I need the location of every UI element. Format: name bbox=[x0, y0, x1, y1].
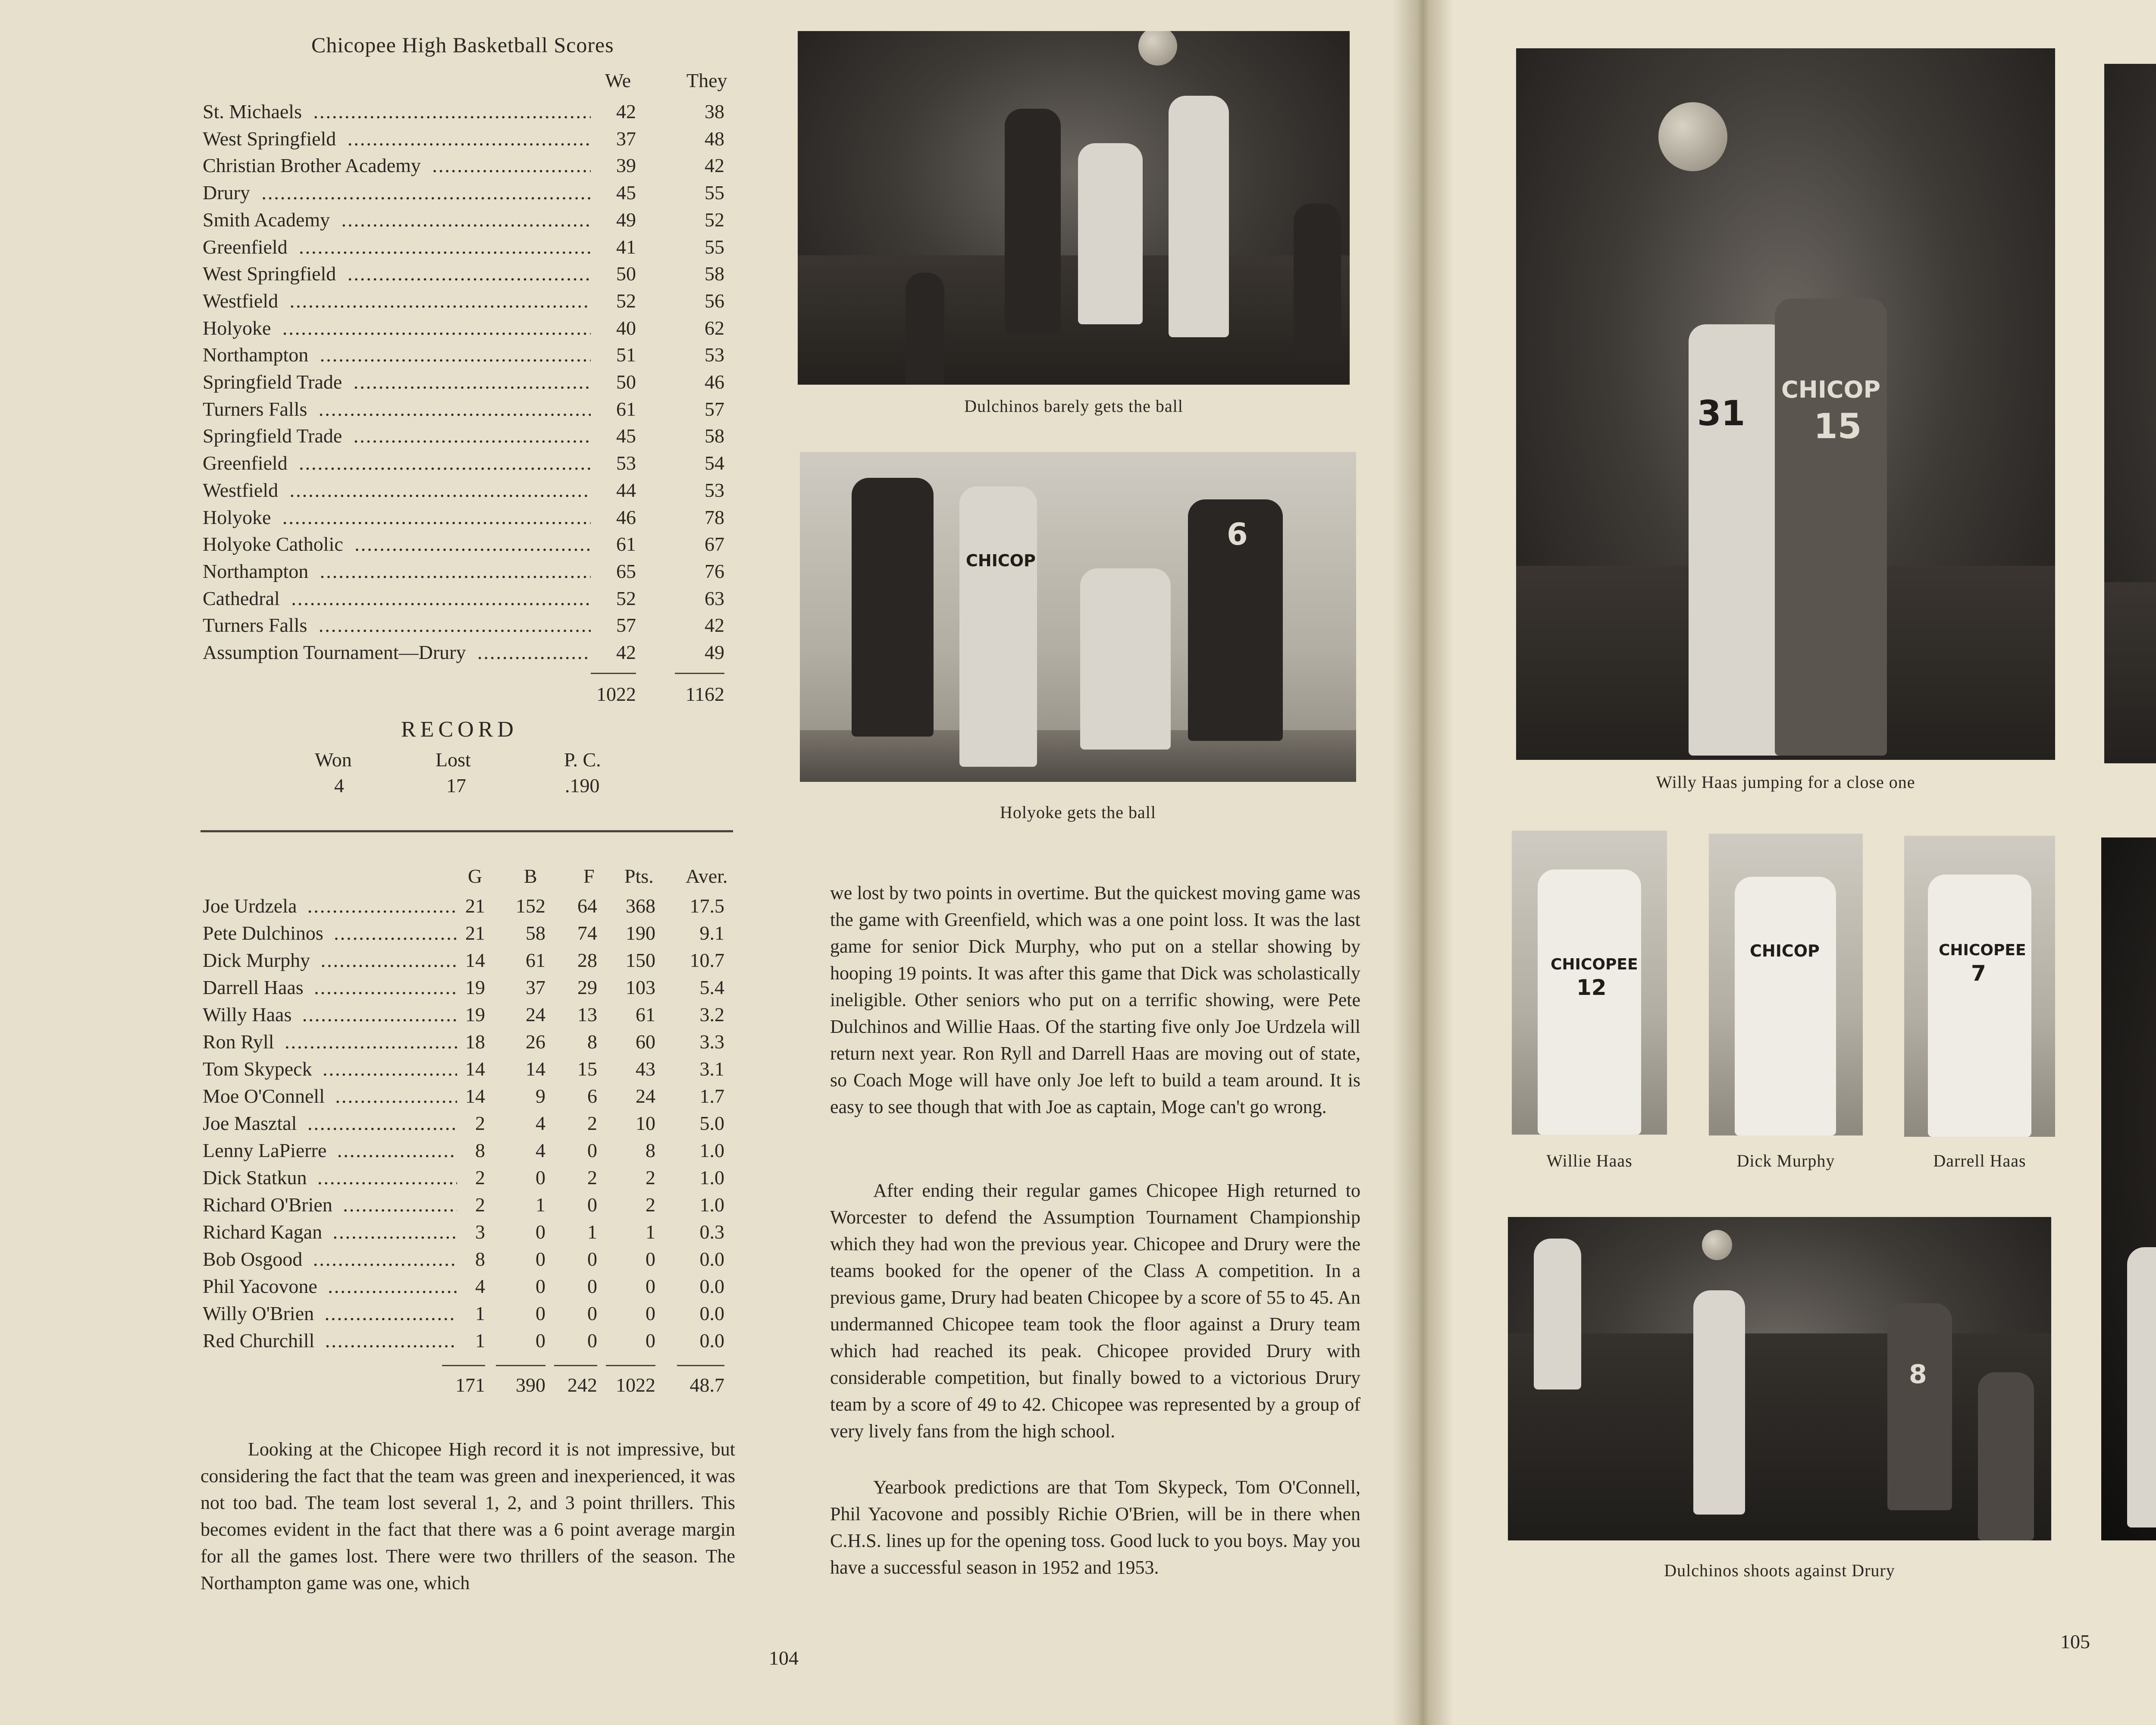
jersey-number-31: 31 bbox=[1697, 393, 1745, 433]
stat-f: 29 bbox=[577, 976, 597, 998]
score-we: 53 bbox=[616, 452, 636, 474]
stat-total-f: 242 bbox=[567, 1374, 597, 1396]
stat-f: 0 bbox=[587, 1330, 597, 1352]
photo-urdzela-rebound bbox=[2104, 64, 2156, 763]
portrait-dick-murphy bbox=[1709, 834, 1863, 1135]
player-name: Darrell Haas ..... bbox=[203, 974, 457, 1001]
player-figure bbox=[959, 486, 1037, 767]
stat-aver: 3.3 bbox=[699, 1031, 724, 1053]
score-we: 44 bbox=[616, 479, 636, 501]
caption-willie-haas: Willie Haas bbox=[1546, 1151, 1633, 1170]
stat-rule-f bbox=[554, 1365, 597, 1366]
score-we: 45 bbox=[616, 182, 636, 204]
player-name: Bob Osgood ..... bbox=[203, 1246, 457, 1273]
score-they: 46 bbox=[705, 371, 724, 393]
score-we: 37 bbox=[616, 127, 636, 150]
stat-rule-pts bbox=[606, 1365, 655, 1366]
stat-f: 8 bbox=[587, 1031, 597, 1053]
photo-ball-bounces-off-rim bbox=[2101, 837, 2156, 1540]
player-figure bbox=[1005, 109, 1061, 333]
opponent-name: West Springfield ..... bbox=[203, 260, 591, 287]
stat-aver: 0.0 bbox=[699, 1330, 724, 1352]
stat-f: 2 bbox=[587, 1112, 597, 1134]
portrait-darrell-haas bbox=[1904, 836, 2055, 1137]
stat-pts: 2 bbox=[646, 1167, 655, 1189]
stat-g: 21 bbox=[465, 895, 485, 917]
score-they: 63 bbox=[705, 587, 724, 609]
stat-b: 0 bbox=[536, 1167, 545, 1189]
stat-aver: 1.7 bbox=[699, 1085, 724, 1107]
stat-rule-b bbox=[496, 1365, 545, 1366]
player-figure bbox=[1928, 875, 2031, 1137]
court-floor bbox=[798, 255, 1350, 385]
jersey-chicop: CHICOP bbox=[966, 551, 1036, 570]
player-name: Willy O'Brien ..... bbox=[203, 1300, 457, 1327]
stat-rule-g bbox=[442, 1365, 485, 1366]
record-lost: 17 bbox=[446, 775, 466, 797]
totals-rule-they bbox=[675, 673, 724, 674]
stat-f: 2 bbox=[587, 1167, 597, 1189]
score-they: 67 bbox=[705, 533, 724, 555]
score-we: 42 bbox=[616, 100, 636, 122]
score-we: 45 bbox=[616, 425, 636, 447]
score-they: 49 bbox=[705, 641, 724, 663]
stat-aver: 9.1 bbox=[699, 922, 724, 944]
stat-header-b: B bbox=[524, 865, 537, 887]
stat-b: 0 bbox=[536, 1275, 545, 1297]
opponent-name: Christian Brother Academy ..... bbox=[203, 152, 591, 179]
photo-holyoke-gets-ball bbox=[800, 452, 1356, 782]
stat-header-pts: Pts. bbox=[624, 865, 654, 887]
stat-g: 1 bbox=[475, 1330, 485, 1352]
record-title: RECORD bbox=[401, 717, 518, 742]
stat-aver: 1.0 bbox=[699, 1167, 724, 1189]
score-they: 78 bbox=[705, 506, 724, 528]
jersey-number-7: 7 bbox=[1971, 961, 1986, 986]
basketball bbox=[1658, 102, 1727, 171]
score-they: 42 bbox=[705, 614, 724, 637]
stat-g: 4 bbox=[475, 1275, 485, 1297]
stat-b: 14 bbox=[526, 1058, 545, 1080]
caption-photo-2: Holyoke gets the ball bbox=[1000, 803, 1156, 822]
jersey-chicopee: CHICOPEE bbox=[1551, 956, 1638, 973]
story-paragraph-2: we lost by two points in overtime. But the quickest moving game was the game with Greenfield, which was a one point loss. It was the last game for senior Dick Murphy, who put on a stellar showing by hooping 19 points. It was after this game that Dick was scholastically ineligible. Other seniors who put on a terrific showing, were Pete Dulchinos and Willie Haas. Of the starting five only Joe Urdzela will return next year. Ron Ryll and Darrell Haas are moving out of state, so Coach Moge will have only Joe left to build a team around. It is easy to see though that with Joe as captain, Moge can't go wrong. bbox=[830, 882, 1360, 1117]
caption-photo-4 bbox=[2104, 776, 2156, 797]
stat-total-g: 171 bbox=[455, 1374, 485, 1396]
stat-b: 61 bbox=[526, 949, 545, 971]
total-we: 1022 bbox=[596, 683, 636, 705]
stat-b: 0 bbox=[536, 1330, 545, 1352]
stat-f: 6 bbox=[587, 1085, 597, 1107]
player-name: Lenny LaPierre ..... bbox=[203, 1137, 457, 1164]
stat-g: 8 bbox=[475, 1139, 485, 1161]
player-name: Ron Ryll ..... bbox=[203, 1029, 457, 1055]
score-we: 57 bbox=[616, 614, 636, 637]
score-we: 39 bbox=[616, 154, 636, 177]
player-name: Richard O'Brien ..... bbox=[203, 1192, 457, 1218]
basketball bbox=[1702, 1230, 1732, 1260]
score-we: 65 bbox=[616, 560, 636, 582]
score-we: 41 bbox=[616, 235, 636, 258]
opponent-name: Springfield Trade ..... bbox=[203, 369, 591, 395]
player-figure bbox=[1078, 143, 1143, 324]
opponent-name: West Springfield ..... bbox=[203, 125, 591, 152]
record-won-label: Won bbox=[315, 749, 352, 771]
score-they: 76 bbox=[705, 560, 724, 582]
court-floor bbox=[1508, 1333, 2051, 1540]
stat-aver: 3.1 bbox=[699, 1058, 724, 1080]
score-we: 40 bbox=[616, 317, 636, 339]
jersey-chicop: CHICOP bbox=[1781, 376, 1881, 403]
player-name: Willy Haas ..... bbox=[203, 1001, 457, 1028]
player-figure bbox=[1080, 568, 1171, 750]
player-figure bbox=[1887, 1303, 1952, 1510]
opponent-name: Holyoke ..... bbox=[203, 504, 591, 531]
jersey-chicopee: CHICOPEE bbox=[1939, 941, 2026, 959]
player-figure bbox=[1534, 1239, 1581, 1389]
stat-aver: 3.2 bbox=[699, 1004, 724, 1026]
score-we: 51 bbox=[616, 344, 636, 366]
score-we: 52 bbox=[616, 587, 636, 609]
opponent-name: Northampton ..... bbox=[203, 558, 591, 585]
score-they: 62 bbox=[705, 317, 724, 339]
right-page bbox=[1423, 0, 2156, 1725]
jersey-number-6: 6 bbox=[1227, 517, 1248, 552]
stat-g: 19 bbox=[465, 976, 485, 998]
opponent-name: St. Michaels ..... bbox=[203, 98, 591, 125]
score-we: 46 bbox=[616, 506, 636, 528]
book-gutter bbox=[1393, 0, 1453, 1725]
stat-pts: 61 bbox=[636, 1004, 655, 1026]
opponent-name: Cathedral ..... bbox=[203, 585, 591, 612]
stat-b: 58 bbox=[526, 922, 545, 944]
score-we: 42 bbox=[616, 641, 636, 663]
stat-b: 9 bbox=[536, 1085, 545, 1107]
player-figure bbox=[1689, 324, 1788, 756]
stat-b: 4 bbox=[536, 1112, 545, 1134]
stat-g: 14 bbox=[465, 1058, 485, 1080]
player-figure bbox=[906, 273, 944, 385]
stat-g: 19 bbox=[465, 1004, 485, 1026]
score-they: 53 bbox=[705, 344, 724, 366]
stat-pts: 2 bbox=[646, 1194, 655, 1216]
opponent-name: Greenfield ..... bbox=[203, 450, 591, 477]
stat-f: 0 bbox=[587, 1302, 597, 1324]
schedule-title: Chicopee High Basketball Scores bbox=[311, 33, 614, 57]
opponent-name: Turners Falls ..... bbox=[203, 612, 591, 639]
page-number-left: 104 bbox=[769, 1647, 799, 1669]
stat-total-aver: 48.7 bbox=[689, 1374, 724, 1396]
player-figure bbox=[1294, 204, 1341, 359]
player-name: Phil Yacovone ..... bbox=[203, 1273, 457, 1300]
stat-total-b: 390 bbox=[516, 1374, 545, 1396]
stat-g: 2 bbox=[475, 1194, 485, 1216]
opponent-name: Northampton ..... bbox=[203, 342, 591, 368]
opponent-name: Greenfield ..... bbox=[203, 234, 591, 260]
stat-aver: 10.7 bbox=[689, 949, 724, 971]
player-figure bbox=[1735, 877, 1836, 1135]
score-we: 49 bbox=[616, 208, 636, 231]
stat-pts: 0 bbox=[646, 1248, 655, 1270]
stat-g: 3 bbox=[475, 1221, 485, 1243]
stat-rule-aver bbox=[677, 1365, 724, 1366]
caption-photo-5: Dulchinos shoots against Drury bbox=[1664, 1561, 1895, 1580]
stat-g: 18 bbox=[465, 1031, 485, 1053]
stat-b: 24 bbox=[526, 1004, 545, 1026]
story-paragraph-3: After ending their regular games Chicopee High returned to Worcester to defend the Assumption Tournament Championship which they had won the previous year. Chicopee and Drury were the teams booked for the opener of the Class A competition. In a previous game, Drury had beaten Chicopee by a score of 55 to 45. An undermanned Chicopee team took the floor against a Drury team which had reached its peak. Chicopee provided Drury with considerable competition, but finally bowed to a victorious Drury team by a score of 49 to 42. Chicopee was represented by a group of very lively fans from the high school. bbox=[830, 1180, 1360, 1442]
record-pc: .190 bbox=[565, 775, 600, 797]
score-they: 54 bbox=[705, 452, 724, 474]
opponent-name: Smith Academy ..... bbox=[203, 207, 591, 233]
stat-g: 8 bbox=[475, 1248, 485, 1270]
opponent-name: Westfield ..... bbox=[203, 477, 591, 504]
basketball bbox=[1138, 31, 1177, 66]
stat-g: 14 bbox=[465, 1085, 485, 1107]
stat-pts: 0 bbox=[646, 1275, 655, 1297]
player-figure bbox=[852, 478, 934, 737]
stat-b: 26 bbox=[526, 1031, 545, 1053]
caption-dick-murphy: Dick Murphy bbox=[1736, 1151, 1835, 1170]
stat-aver: 17.5 bbox=[689, 895, 724, 917]
player-name: Red Churchill ..... bbox=[203, 1327, 457, 1354]
opponent-name: Holyoke ..... bbox=[203, 315, 591, 342]
stat-g: 1 bbox=[475, 1302, 485, 1324]
stat-aver: 5.0 bbox=[699, 1112, 724, 1134]
score-they: 55 bbox=[705, 235, 724, 258]
player-name: Dick Murphy ..... bbox=[203, 947, 457, 974]
record-won: 4 bbox=[334, 775, 344, 797]
section-divider bbox=[201, 830, 733, 832]
player-name: Tom Skypeck ..... bbox=[203, 1056, 457, 1082]
col-header-we: We bbox=[605, 69, 631, 91]
stat-f: 0 bbox=[587, 1275, 597, 1297]
record-lost-label: Lost bbox=[436, 749, 471, 771]
stat-f: 74 bbox=[577, 922, 597, 944]
stat-g: 2 bbox=[475, 1112, 485, 1134]
score-they: 57 bbox=[705, 398, 724, 420]
portrait-willie-haas bbox=[1512, 831, 1667, 1135]
jersey-chicop: CHICOP bbox=[1750, 941, 1820, 960]
stat-aver: 0.3 bbox=[699, 1221, 724, 1243]
stat-pts: 0 bbox=[646, 1330, 655, 1352]
caption-darrell-haas: Darrell Haas bbox=[1933, 1151, 2026, 1170]
stat-f: 0 bbox=[587, 1248, 597, 1270]
stat-aver: 1.0 bbox=[699, 1139, 724, 1161]
stat-pts: 1 bbox=[646, 1221, 655, 1243]
player-name: Joe Masztal ..... bbox=[203, 1110, 457, 1137]
stat-f: 15 bbox=[577, 1058, 597, 1080]
stat-g: 2 bbox=[475, 1167, 485, 1189]
score-we: 52 bbox=[616, 289, 636, 312]
score-they: 42 bbox=[705, 154, 724, 177]
stat-aver: 0.0 bbox=[699, 1275, 724, 1297]
caption-photo-3: Willy Haas jumping for a close one bbox=[1656, 772, 1915, 792]
stat-b: 0 bbox=[536, 1248, 545, 1270]
player-figure bbox=[1693, 1290, 1745, 1515]
stat-pts: 24 bbox=[636, 1085, 655, 1107]
opponent-name: Springfield Trade ..... bbox=[203, 423, 591, 449]
score-they: 56 bbox=[705, 289, 724, 312]
player-name: Moe O'Connell ..... bbox=[203, 1083, 457, 1110]
page-number-right: 105 bbox=[2060, 1631, 2090, 1653]
stat-g: 21 bbox=[465, 922, 485, 944]
stat-total-pts: 1022 bbox=[616, 1374, 655, 1396]
jersey-number-15: 15 bbox=[1814, 406, 1862, 446]
stat-header-g: G bbox=[468, 865, 483, 887]
stat-f: 64 bbox=[577, 895, 597, 917]
opponent-name: Assumption Tournament—Drury ..... bbox=[203, 639, 591, 666]
player-figure bbox=[1169, 96, 1229, 337]
stat-f: 28 bbox=[577, 949, 597, 971]
opponent-name: Westfield ..... bbox=[203, 288, 591, 314]
col-header-they: They bbox=[686, 69, 727, 91]
stat-b: 0 bbox=[536, 1221, 545, 1243]
player-figure bbox=[1538, 869, 1641, 1135]
score-they: 58 bbox=[705, 425, 724, 447]
photo-willy-haas-jumping bbox=[1516, 48, 2055, 760]
player-figure bbox=[1978, 1372, 2034, 1540]
stat-b: 37 bbox=[526, 976, 545, 998]
score-we: 61 bbox=[616, 398, 636, 420]
stat-g: 14 bbox=[465, 949, 485, 971]
stat-f: 13 bbox=[577, 1004, 597, 1026]
caption-photo-1: Dulchinos barely gets the ball bbox=[964, 396, 1183, 416]
opponent-name: Drury ..... bbox=[203, 179, 591, 206]
story-paragraph-4: Yearbook predictions are that Tom Skypeck, Tom O'Connell, Phil Yacovone and possibly Richie O'Brien, will be in there when C.H.S. lines up for the opening toss. Good luck to you boys. May you have a successful season in 1952 and 1953. bbox=[830, 1477, 1360, 1578]
score-they: 53 bbox=[705, 479, 724, 501]
stat-pts: 368 bbox=[626, 895, 655, 917]
player-figure bbox=[2127, 1247, 2156, 1527]
stat-f: 0 bbox=[587, 1194, 597, 1216]
player-name: Joe Urdzela ..... bbox=[203, 893, 457, 919]
record-pc-label: P. C. bbox=[564, 749, 601, 771]
caption-photo-6 bbox=[2101, 1560, 2156, 1581]
stat-pts: 150 bbox=[626, 949, 655, 971]
player-name: Dick Statkun ..... bbox=[203, 1164, 457, 1191]
player-figure bbox=[1775, 298, 1887, 756]
score-they: 38 bbox=[705, 100, 724, 122]
score-they: 52 bbox=[705, 208, 724, 231]
total-they: 1162 bbox=[685, 683, 724, 705]
stat-pts: 190 bbox=[626, 922, 655, 944]
score-they: 55 bbox=[705, 182, 724, 204]
opponent-name: Holyoke Catholic ..... bbox=[203, 531, 591, 558]
court-floor bbox=[2104, 582, 2156, 763]
stat-b: 0 bbox=[536, 1302, 545, 1324]
stat-pts: 103 bbox=[626, 976, 655, 998]
stat-pts: 0 bbox=[646, 1302, 655, 1324]
stat-aver: 0.0 bbox=[699, 1248, 724, 1270]
stat-f: 0 bbox=[587, 1139, 597, 1161]
opponent-name: Turners Falls ..... bbox=[203, 396, 591, 423]
stat-pts: 10 bbox=[636, 1112, 655, 1134]
player-name: Richard Kagan ..... bbox=[203, 1219, 457, 1245]
stat-pts: 43 bbox=[636, 1058, 655, 1080]
jersey-number-8: 8 bbox=[1909, 1359, 1927, 1389]
player-name: Pete Dulchinos ..... bbox=[203, 920, 457, 947]
totals-rule-we bbox=[591, 673, 636, 674]
stat-header-aver: Aver. bbox=[686, 865, 728, 887]
stat-header-f: F bbox=[583, 865, 595, 887]
stat-f: 1 bbox=[587, 1221, 597, 1243]
score-we: 61 bbox=[616, 533, 636, 555]
jersey-number-12: 12 bbox=[1576, 975, 1607, 1000]
stat-aver: 1.0 bbox=[699, 1194, 724, 1216]
score-they: 58 bbox=[705, 263, 724, 285]
score-we: 50 bbox=[616, 371, 636, 393]
stat-aver: 5.4 bbox=[699, 976, 724, 998]
stat-b: 152 bbox=[516, 895, 545, 917]
stat-b: 4 bbox=[536, 1139, 545, 1161]
score-we: 50 bbox=[616, 263, 636, 285]
stat-pts: 60 bbox=[636, 1031, 655, 1053]
photo-dulchinos-barely-gets-ball bbox=[798, 31, 1350, 385]
stat-aver: 0.0 bbox=[699, 1302, 724, 1324]
photo-dulchinos-shoots bbox=[1508, 1217, 2051, 1540]
score-they: 48 bbox=[705, 127, 724, 150]
story-paragraph-1: Looking at the Chicopee High record it is not impressive, but considering the fact that the team was green and inexperienced, it was not too bad. The team lost several 1, 2, and 3 point thrillers. This becomes evident in the fact that there was a 6 point average margin for all the games lost. There were two thrillers of the season. The Northampton game was one, which bbox=[201, 1439, 735, 1593]
stat-pts: 8 bbox=[646, 1139, 655, 1161]
stat-b: 1 bbox=[536, 1194, 545, 1216]
